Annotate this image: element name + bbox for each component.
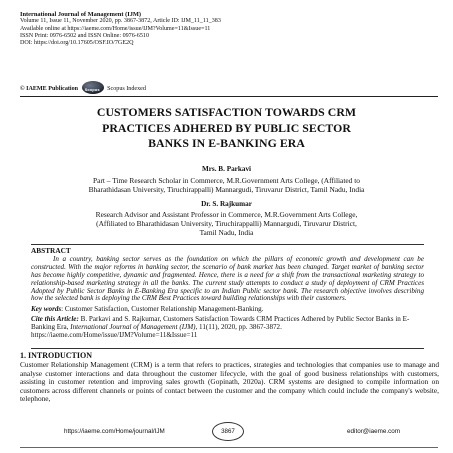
abstract-text: In a country, banking sector serves as the foundation on which the pillars of economic growth and development can be constructed. With the major reforms in banking sector, the scenario of bank market has been changed. Target market of banking sector has become highly competitive, dynamic and fragmented. Hence, there is a need for a shift from the transactional marketing strategy to relationship-based marketing strategy in all the banks. The current study attempts to conduct a study of deployment of CRM Practices Adopted by Public Sector Banks in E-Banking Era specific to an Indian Public sector bank. The research objective involves describing how the selected bank is deploying the CRM Best Practices toward building relationships with their customers. (31, 254, 424, 303)
scopus-logo-icon (82, 81, 104, 94)
publisher-label: © IAEME Publication (20, 85, 79, 92)
keywords-line (31, 306, 424, 314)
affiliation-line: Research Advisor and Assistant Professor in Commerce, M.R.Government Arts College, (95, 210, 358, 219)
publisher-row (20, 82, 440, 96)
affiliation-line: (Affiliated to Bharathidasan University, Tiruchirappalli) Mannargudi, Tiruvarur District, (96, 219, 357, 229)
keywords-text: : Customer Satisfaction, Customer Relationship Management-Banking. (61, 305, 264, 314)
footer-journal-link[interactable]: https://iaeme.com/Home/journal/IJM (64, 428, 165, 435)
paper-title (30, 105, 423, 152)
abstract-heading: ABSTRACT (31, 246, 71, 255)
title-line-2: PRACTICES ADHERED BY PUBLIC SECTOR (102, 120, 351, 135)
author-2-affiliation (20, 210, 433, 238)
journal-issn-line: ISSN Print: 0976-6502 and ISSN Online: 0976-6510 (20, 32, 149, 39)
author-2-name: Dr. S. Rajkumar (201, 200, 252, 208)
affiliation-line: Tamil Nadu, India (199, 228, 254, 238)
abstract-block (31, 247, 424, 340)
footer-divider (20, 447, 438, 448)
scopus-indexed-label: Scopus Indexed (107, 85, 146, 92)
introduction-section (20, 351, 439, 404)
journal-volume-line: Volume 11, Issue 11, November 2020, pp. 3867-3872, Article ID: IJM_11_11_383 (20, 18, 221, 25)
journal-name: International Journal of Management (IJM) (20, 11, 142, 18)
title-line-1: CUSTOMERS SATISFACTION TOWARDS CRM (96, 105, 357, 119)
keywords-label: Key words (31, 305, 62, 314)
header-divider (20, 96, 438, 97)
journal-doi-line: DOI: https://doi.org/10.17605/OSF.IO/7GE2Q (20, 40, 134, 47)
author-1-affiliation (20, 176, 433, 194)
cite-journal: International Journal of Management (IJM) (70, 323, 196, 332)
journal-header (20, 11, 440, 47)
cite-label: Cite this Article: (31, 315, 79, 324)
title-line-3: BANKS IN E-BANKING ERA (148, 136, 305, 150)
page-number: 3867 (212, 422, 244, 441)
journal-url-line: Available online at https://iaeme.com/Home/issue/IJM?Volume=11&Issue=11 (20, 25, 211, 32)
introduction-text: Customer Relationship Management (CRM) is a term that refers to practices, strategies and technologies that companies use to manage and analyse customer interactions and data throughout the customer lifecycle, with the goal of good business relationships with customers, assisting in customer retention and improving sales growth (Gopinath, 2020a). CRM systems are designed to compile information on customers across different channels or points of contact between the customer and the company which could include the company's website, telephone, (20, 360, 439, 404)
affiliation-line: Part – Time Research Scholar in Commerce, M.R.Government Arts College, (Affiliated to (93, 176, 360, 185)
affiliation-line: Bharathidasan University, Tiruchirappalli) Mannargudi, Tiruvarur District, Tamil Nadu, India (88, 185, 365, 195)
abstract-bottom-rule (31, 348, 424, 349)
introduction-heading: 1. INTRODUCTION (20, 351, 93, 360)
cite-url-link[interactable]: https://iaeme.com/Home/issue/IJM?Volume=11&Issue=11 (31, 331, 198, 340)
citation-block (31, 316, 424, 340)
author-1-name: Mrs. B. Parkavi (201, 165, 252, 173)
footer-email-link[interactable]: editor@iaeme.com (347, 428, 400, 435)
cite-text: B. Parkavi and S. Rajkumar, Customers Satisfaction Towards CRM Practices Adhered by Public Sector Banks in E-Banking Era, (31, 315, 410, 332)
cite-text-end: , 11(11), 2020, pp. 3867-3872. (195, 323, 282, 332)
abstract-top-rule (31, 244, 424, 245)
page-footer (20, 420, 438, 444)
